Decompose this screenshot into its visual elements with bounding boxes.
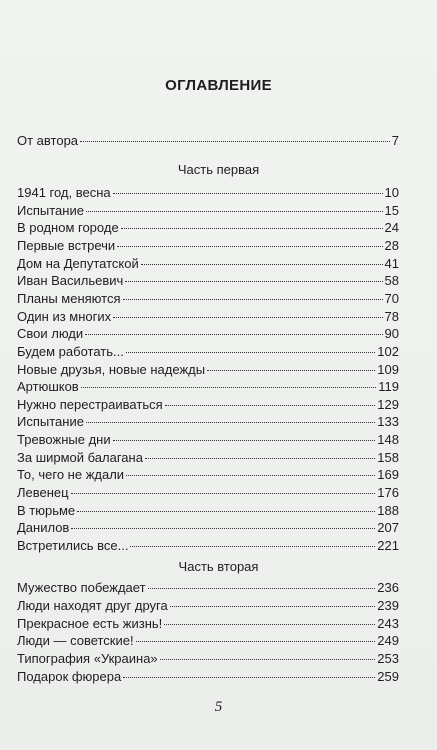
toc-entry bbox=[17, 449, 399, 467]
toc-entry-page: 41 bbox=[384, 255, 399, 271]
toc-entry bbox=[17, 537, 399, 555]
toc-entry bbox=[17, 431, 399, 449]
toc-entry-title: Люди — советские! bbox=[17, 633, 134, 649]
toc-entry-page: 70 bbox=[384, 290, 399, 306]
toc-entry-page: 102 bbox=[377, 343, 399, 359]
toc-leader-dots bbox=[86, 211, 383, 212]
toc-entry-page: 58 bbox=[384, 273, 399, 289]
toc-leader-dots bbox=[164, 624, 375, 625]
toc-entry bbox=[17, 202, 399, 220]
toc-entry-title: Люди находят друг друга bbox=[17, 597, 168, 613]
toc-entry bbox=[17, 632, 399, 650]
toc-entry-title: Мужество побеждает bbox=[17, 580, 146, 595]
toc-entry bbox=[17, 325, 399, 343]
toc-entry-page: 28 bbox=[384, 237, 399, 253]
toc-leader-dots bbox=[160, 659, 376, 660]
toc-entry-page: 119 bbox=[378, 379, 399, 395]
toc-entry bbox=[17, 413, 399, 431]
toc-entry bbox=[17, 466, 399, 484]
toc-leader-dots bbox=[81, 387, 377, 388]
toc-entry-title: Встретились все... bbox=[17, 538, 129, 553]
toc-entry bbox=[17, 597, 399, 615]
toc-entry bbox=[17, 396, 399, 414]
toc-entry bbox=[17, 255, 399, 273]
toc-entry-title: То, чего не ждали bbox=[17, 467, 125, 483]
part-one-heading: Часть первая bbox=[177, 162, 260, 177]
toc-leader-dots bbox=[126, 475, 375, 476]
toc-entry-page: 236 bbox=[377, 580, 399, 595]
toc-entry-page: 259 bbox=[377, 669, 399, 684]
toc-entry bbox=[17, 615, 399, 633]
toc-leader-dots bbox=[145, 458, 375, 459]
toc-leader-dots bbox=[125, 281, 382, 282]
toc-leader-dots bbox=[71, 528, 375, 529]
toc-entry-page: 24 bbox=[384, 220, 399, 236]
toc-entry-title: Испытание bbox=[17, 414, 84, 430]
toc-entry bbox=[17, 237, 399, 255]
toc-entry-page: 10 bbox=[384, 185, 399, 200]
toc-leader-dots bbox=[165, 405, 376, 406]
toc-entry-page: 253 bbox=[377, 651, 399, 667]
toc-entry-page: 243 bbox=[377, 615, 399, 631]
toc-entry bbox=[17, 519, 399, 537]
toc-entry-intro bbox=[17, 132, 399, 150]
toc-leader-dots bbox=[113, 317, 382, 318]
toc-entry bbox=[17, 308, 399, 326]
toc-leader-dots bbox=[170, 606, 376, 607]
toc-entry bbox=[17, 361, 399, 379]
toc-leader-dots bbox=[77, 511, 375, 512]
toc-entry-page: 109 bbox=[377, 361, 399, 377]
toc-leader-dots bbox=[141, 264, 383, 265]
toc-leader-dots bbox=[113, 193, 383, 194]
toc-entry-page: 239 bbox=[377, 597, 399, 613]
toc-entry-title: Свои люди bbox=[17, 326, 84, 342]
toc-entry bbox=[17, 668, 399, 686]
toc-entry-title: Новые друзья, новые надежды bbox=[17, 361, 206, 377]
toc-entry-title: От автора bbox=[17, 133, 79, 148]
toc-entry-page: 176 bbox=[377, 485, 399, 501]
toc-entry-title: Прекрасное есть жизнь! bbox=[17, 615, 163, 631]
toc-leader-dots bbox=[126, 352, 375, 353]
toc-entry-page: 7 bbox=[391, 133, 399, 148]
toc-entry-title: За ширмой балагана bbox=[17, 449, 143, 465]
toc-entry-title: Артюшков bbox=[17, 379, 79, 395]
toc-entry-title: Типография «Украина» bbox=[17, 651, 158, 667]
toc-entry-title: Первые встречи bbox=[17, 237, 116, 253]
toc-leader-dots bbox=[117, 246, 382, 247]
toc-leader-dots bbox=[86, 422, 375, 423]
toc-leader-dots bbox=[71, 493, 376, 494]
toc-entry-page: 15 bbox=[384, 202, 399, 218]
toc-entry-page: 207 bbox=[377, 520, 399, 536]
toc-entry bbox=[17, 484, 399, 502]
toc-entry bbox=[17, 378, 399, 396]
toc-entry-title: Тревожные дни bbox=[17, 432, 111, 448]
toc-entry-title: Будем работать... bbox=[17, 343, 124, 359]
toc-entry-page: 133 bbox=[377, 414, 399, 430]
toc-entry-page: 78 bbox=[384, 308, 399, 324]
toc-entry bbox=[17, 579, 399, 597]
toc-entry-title: В тюрьме bbox=[17, 502, 76, 518]
toc-leader-dots bbox=[113, 440, 376, 441]
toc-entry-title: Данилов bbox=[17, 520, 70, 536]
toc-entry-page: 158 bbox=[377, 449, 399, 465]
part-two-heading: Часть вторая bbox=[178, 559, 259, 574]
toc-entry-title: 1941 год, весна bbox=[17, 185, 111, 200]
toc-entry-page: 169 bbox=[377, 467, 399, 483]
toc-entry-title: Левенец bbox=[17, 485, 69, 501]
toc-entry-title: Один из многих bbox=[17, 308, 112, 324]
toc-entry-title: Подарок фюрера bbox=[17, 669, 122, 684]
toc-entry-title: Нужно перестраиваться bbox=[17, 396, 163, 412]
toc-leader-dots bbox=[85, 334, 382, 335]
toc-leader-dots bbox=[207, 370, 375, 371]
toc-leader-dots bbox=[130, 546, 375, 547]
toc-leader-dots bbox=[121, 228, 383, 229]
toc-entry-page: 148 bbox=[377, 432, 399, 448]
page-number: 5 bbox=[214, 699, 223, 715]
toc-leader-dots bbox=[136, 641, 376, 642]
toc-entry-page: 188 bbox=[377, 502, 399, 518]
toc-entry-page: 129 bbox=[377, 396, 399, 412]
toc-entry bbox=[17, 650, 399, 668]
toc-entry bbox=[17, 184, 399, 202]
toc-entry-title: Дом на Депутатской bbox=[17, 255, 139, 271]
toc-entry-page: 90 bbox=[384, 326, 399, 342]
toc-heading: ОГЛАВЛЕНИЕ bbox=[165, 77, 272, 94]
toc-leader-dots bbox=[148, 588, 376, 589]
toc-entry bbox=[17, 502, 399, 520]
toc-leader-dots bbox=[123, 677, 375, 678]
toc-entry-title: Планы меняются bbox=[17, 290, 121, 306]
toc-leader-dots bbox=[80, 141, 390, 142]
toc-entry-title: Испытание bbox=[17, 202, 84, 218]
toc-entry bbox=[17, 343, 399, 361]
toc-leader-dots bbox=[123, 299, 383, 300]
toc-entry-title: В родном городе bbox=[17, 220, 119, 236]
toc-entry bbox=[17, 272, 399, 290]
toc-entry bbox=[17, 219, 399, 237]
toc-entry-page: 221 bbox=[377, 538, 399, 553]
toc-entry-title: Иван Васильевич bbox=[17, 273, 124, 289]
toc-entry bbox=[17, 290, 399, 308]
toc-entry-page: 249 bbox=[377, 633, 399, 649]
